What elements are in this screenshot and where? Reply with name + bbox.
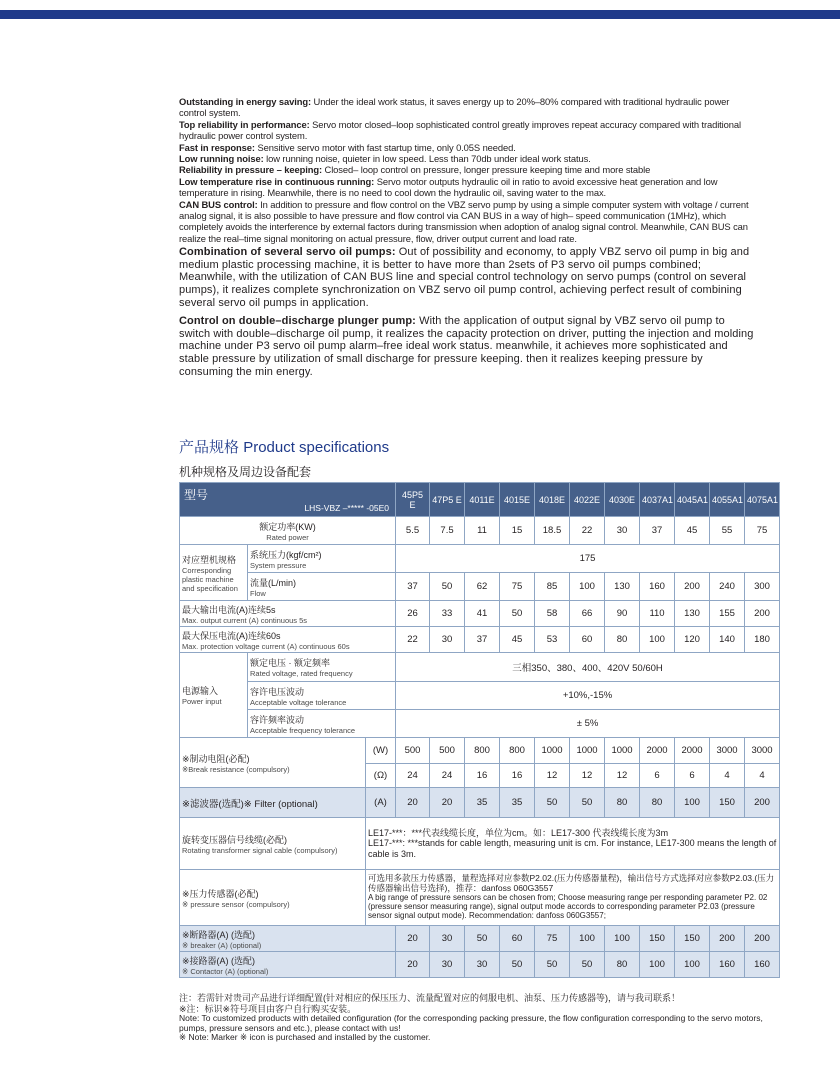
value-cell: 130 xyxy=(605,573,640,601)
value-cell: 50 xyxy=(465,926,500,952)
value-cell: 160 xyxy=(745,952,780,978)
value-cell: 50 xyxy=(535,788,570,818)
value-cell: 37 xyxy=(396,573,430,601)
transformer-label: 旋转变压器信号线缆(必配) Rotating transformer signal cable (compulsory) xyxy=(180,818,366,870)
value-cell: 3000 xyxy=(710,738,745,764)
value-cell: 130 xyxy=(675,601,710,627)
machine-spec-label: 对应塑机规格 Corresponding plastic machine and specification xyxy=(180,545,248,601)
value-cell: 2000 xyxy=(675,738,710,764)
feature-combination: Combination of several servo oil pumps: Out of possibility and economy, to apply VBZ servo oil pump in big and medium plastic processing machine, it is better to have more than 2sets of P3 servo oil pumps combined; Meanwhile, with the utilization of CAN BUS line and special control technology on servo pumps (control on several pumps), it realizes complete synchronization on VBZ servo oil pump control, achieving perfect result of combining several servo oil pumps in application. xyxy=(179,246,750,309)
value-cell: 800 xyxy=(465,738,500,764)
value-cell: 100 xyxy=(640,627,675,653)
value-cell: 16 xyxy=(465,764,500,788)
value-cell: 140 xyxy=(710,627,745,653)
contactor-row xyxy=(180,952,780,978)
value-cell: 30 xyxy=(430,926,465,952)
value-cell: 500 xyxy=(430,738,465,764)
flow-label: 流量(L/min) Flow xyxy=(248,573,396,601)
value-cell: 200 xyxy=(710,926,745,952)
value-cell: 58 xyxy=(535,601,570,627)
value-cell: 100 xyxy=(675,952,710,978)
max-output-label: 最大输出电流(A)连续5s Max. output current (A) continuous 5s xyxy=(180,601,396,627)
note-cn-marker: ※注：标识※符号项目由客户自行购买安装。 xyxy=(179,1003,357,1014)
value-cell: 30 xyxy=(430,952,465,978)
unit-cell: (A) xyxy=(366,788,396,818)
value-cell: 50 xyxy=(430,573,465,601)
feature-reliability: Top reliability in performance: Servo motor closed–loop sophisticated control greatly improves repeat accuracy compared with traditional hydraulic power control system. xyxy=(179,118,741,142)
value-cell: 16 xyxy=(500,764,535,788)
value-cell: 110 xyxy=(640,601,675,627)
transformer-row xyxy=(180,818,780,870)
model-cell: 47P5 E xyxy=(430,483,465,517)
value-cell: 60 xyxy=(500,926,535,952)
value-cell: 300 xyxy=(745,573,780,601)
unit-cell: (W) xyxy=(366,738,396,764)
model-cell: 4045A1 xyxy=(675,483,710,517)
value-cell: 100 xyxy=(640,952,675,978)
rated-power-label: 额定功率(KW) Rated power xyxy=(180,517,396,545)
value-cell: 41 xyxy=(465,601,500,627)
value-cell: 20 xyxy=(396,788,430,818)
sensor-label: ※压力传感器(必配) ※ pressure sensor (compulsory) xyxy=(180,870,366,926)
note-en-marker: ※ Note: Marker ※ icon is purchased and installed by the customer. xyxy=(179,1032,431,1043)
value-cell: 45 xyxy=(675,517,710,545)
note-cn-config: 注：若需针对贵司产品进行详细配置(针对相应的保压压力、流量配置对应的伺服电机、油泵、压力传感器等)，请与我司联系！ xyxy=(179,993,680,1003)
value-cell: 53 xyxy=(535,627,570,653)
value-cell: 1000 xyxy=(605,738,640,764)
value-cell: 800 xyxy=(500,738,535,764)
value-cell: 80 xyxy=(605,788,640,818)
max-output-row xyxy=(180,601,780,627)
value-cell: 200 xyxy=(745,601,780,627)
value-cell: 26 xyxy=(396,601,430,627)
breaker-label: ※断路器(A) (选配) ※ breaker (A) (optional) xyxy=(180,926,396,952)
value-cell: 75 xyxy=(535,926,570,952)
value-cell: 75 xyxy=(500,573,535,601)
value-cell: 50 xyxy=(570,952,605,978)
value-cell: 45 xyxy=(500,627,535,653)
value-cell: 15 xyxy=(500,517,535,545)
feature-low-noise: Low running noise: low running noise, quieter in low speed. Less than 70db under ideal work status. xyxy=(179,153,591,165)
value-cell: 30 xyxy=(465,952,500,978)
feature-energy-saving: Outstanding in energy saving: Under the ideal work status, it saves energy up to 20%–80% compared with traditional hydraulic power control system. xyxy=(179,96,730,119)
value-cell: 35 xyxy=(465,788,500,818)
value-cell: 22 xyxy=(396,627,430,653)
feature-double-discharge: Control on double–discharge plunger pump: With the application of output signal by VBZ servo oil pump to switch with double–discharge oil pump, it realizes the capacity protection on driver, putting the injection and molding machine under P3 servo oil pump alarm–free ideal work status. meanwhile, it achieves more sophisticated and stable pressure by utilization of small discharge for pressure keeping. then it realizes keeping pressure by consuming the min energy. xyxy=(179,315,754,378)
voltage-tolerance-row xyxy=(180,682,780,710)
frequency-tolerance-value: ± 5% xyxy=(396,710,780,738)
note-en-config: Note: To customized products with detailed configuration (for the corresponding packing pressure, the flow configuration corresponding to the servo motors, pumps, pressure sensors and etc.), please contact with us! xyxy=(179,1013,763,1033)
rated-voltage-row xyxy=(180,653,780,682)
model-cell: 4037A1 xyxy=(640,483,675,517)
value-cell: 80 xyxy=(605,627,640,653)
value-cell: 150 xyxy=(640,926,675,952)
value-cell: 50 xyxy=(570,788,605,818)
value-cell: 50 xyxy=(500,952,535,978)
value-cell: 180 xyxy=(745,627,780,653)
section-subtitle: 机种规格及周边设备配套 xyxy=(179,465,312,479)
value-cell: 120 xyxy=(675,627,710,653)
value-cell: 100 xyxy=(675,788,710,818)
value-cell: 100 xyxy=(570,926,605,952)
feature-fast-response: Fast in response: Sensitive servo motor with fast startup time, only 0.05S needed. xyxy=(179,141,516,153)
value-cell: 200 xyxy=(745,926,780,952)
power-input-label: 电源输入 Power input xyxy=(180,653,248,738)
value-cell: 75 xyxy=(745,517,780,545)
value-cell: 30 xyxy=(430,627,465,653)
value-cell: 12 xyxy=(570,764,605,788)
value-cell: 240 xyxy=(710,573,745,601)
filter-label: ※滤波器(选配)※ Filter (optional) xyxy=(180,788,366,818)
flow-row xyxy=(180,573,780,601)
value-cell: 2000 xyxy=(640,738,675,764)
model-cell: 4018E xyxy=(535,483,570,517)
model-cell: 4075A1 xyxy=(745,483,780,517)
value-cell: 24 xyxy=(430,764,465,788)
contactor-label: ※接路器(A) (选配) ※ Contactor (A) (optional) xyxy=(180,952,396,978)
value-cell: 3000 xyxy=(745,738,780,764)
value-cell: 62 xyxy=(465,573,500,601)
value-cell: 80 xyxy=(605,952,640,978)
value-cell: 6 xyxy=(640,764,675,788)
unit-cell: (Ω) xyxy=(366,764,396,788)
value-cell: 150 xyxy=(675,926,710,952)
value-cell: 100 xyxy=(570,573,605,601)
voltage-tolerance-value: +10%,-15% xyxy=(396,682,780,710)
rated-voltage-label: 额定电压 · 额定频率 Rated voltage, rated frequency xyxy=(248,653,396,682)
model-row xyxy=(180,483,780,517)
brake-label: ※制动电阻(必配) ※Break resistance (compulsory) xyxy=(180,738,366,788)
value-cell: 150 xyxy=(710,788,745,818)
feature-pressure-keeping: Reliability in pressure – keeping: Closed– loop control on pressure, longer pressure keeping time and more stable xyxy=(179,164,651,176)
model-cell: 4011E xyxy=(465,483,500,517)
sensor-description: 可选用多款压力传感器，量程选择对应参数P2.02.(压力传感器量程)，输出信号方式选择对应参数P2.03.(压力传感器输出信号选择)，推荐：danfoss 060G3557 A big range of pressure sensors can be chosen from; Choose measuring range per responding parameter P2. 02 (pressure sensor measuring range), signal output mode accords to corresponding parameter P2.03 (pressure sensor signal output mode). Recommendation: danfoss 060G3557; xyxy=(366,870,780,926)
feature-can-bus: CAN BUS control: In addition to pressure and flow control on the VBZ servo pump by using a simple computer system with voltage / current analog signal, it is also possible to have pressure and flow control via CAN BUS in a way of high– speed communication (1MHz), which completely avoids the interference by external factors during transmission when adoption of analog signal control. Meanwhile, CAN BUS can realize the real–time signal monitoring on actual pressure, flow, driver output current and load rate. xyxy=(179,198,749,244)
system-pressure-value: 175 xyxy=(396,545,780,573)
frequency-tolerance-row xyxy=(180,710,780,738)
value-cell: 6 xyxy=(675,764,710,788)
value-cell: 66 xyxy=(570,601,605,627)
value-cell: 100 xyxy=(605,926,640,952)
voltage-tolerance-label: 容许电压波动 Acceptable voltage tolerance xyxy=(248,682,396,710)
top-banner-bar xyxy=(0,10,840,19)
max-protection-label: 最大保压电流(A)连续60s Max. protection voltage current (A) continuous 60s xyxy=(180,627,396,653)
transformer-description: LE17-***：***代表线缆长度，单位为cm。如：LE17-300 代表线缆长度为3m LE17-***: ***stands for cable length, measuring unit is cm. For instance, LE17-300 means the length of cable is 3m. xyxy=(366,818,780,870)
value-cell: 85 xyxy=(535,573,570,601)
value-cell: 37 xyxy=(465,627,500,653)
value-cell: 12 xyxy=(535,764,570,788)
max-protection-row xyxy=(180,627,780,653)
value-cell: 20 xyxy=(396,952,430,978)
model-header: 型号 LHS-VBZ –***** -05E0 xyxy=(180,483,396,517)
value-cell: 20 xyxy=(430,788,465,818)
frequency-tolerance-label: 容许频率波动 Acceptable frequency tolerance xyxy=(248,710,396,738)
value-cell: 160 xyxy=(640,573,675,601)
filter-row xyxy=(180,788,780,818)
value-cell: 1000 xyxy=(535,738,570,764)
value-cell: 20 xyxy=(396,926,430,952)
system-pressure-label: 系统压力(kgf/cm²) System pressure xyxy=(248,545,396,573)
value-cell: 50 xyxy=(535,952,570,978)
value-cell: 90 xyxy=(605,601,640,627)
value-cell: 7.5 xyxy=(430,517,465,545)
value-cell: 4 xyxy=(745,764,780,788)
model-cell: 4022E xyxy=(570,483,605,517)
value-cell: 80 xyxy=(640,788,675,818)
brake-w-row xyxy=(180,738,780,764)
features-text xyxy=(179,96,759,378)
spec-table xyxy=(179,482,780,978)
value-cell: 22 xyxy=(570,517,605,545)
value-cell: 18.5 xyxy=(535,517,570,545)
value-cell: 500 xyxy=(396,738,430,764)
footnotes xyxy=(179,993,769,1043)
value-cell: 155 xyxy=(710,601,745,627)
system-pressure-row xyxy=(180,545,780,573)
value-cell: 37 xyxy=(640,517,675,545)
value-cell: 33 xyxy=(430,601,465,627)
value-cell: 200 xyxy=(745,788,780,818)
value-cell: 160 xyxy=(710,952,745,978)
value-cell: 4 xyxy=(710,764,745,788)
feature-low-temperature: Low temperature rise in continuous running: Servo motor outputs hydraulic oil in ratio to avoid excessive heat generation and low temperature in rising. Meanwhile, there is no need to cool down the hydraulic oil, saving water to the max. xyxy=(179,175,718,199)
value-cell: 200 xyxy=(675,573,710,601)
section-title: 产品规格 Product specifications xyxy=(179,439,390,456)
rated-voltage-value: 三相350、380、400、420V 50/60H xyxy=(396,653,780,682)
model-cell: 4015E xyxy=(500,483,535,517)
value-cell: 11 xyxy=(465,517,500,545)
model-cell: 4055A1 xyxy=(710,483,745,517)
sensor-row xyxy=(180,870,780,926)
value-cell: 5.5 xyxy=(396,517,430,545)
value-cell: 35 xyxy=(500,788,535,818)
value-cell: 55 xyxy=(710,517,745,545)
model-cell: 4030E xyxy=(605,483,640,517)
value-cell: 60 xyxy=(570,627,605,653)
value-cell: 12 xyxy=(605,764,640,788)
model-cell: 45P5 E xyxy=(396,483,430,517)
value-cell: 1000 xyxy=(570,738,605,764)
rated-power-row xyxy=(180,517,780,545)
value-cell: 24 xyxy=(396,764,430,788)
breaker-row xyxy=(180,926,780,952)
value-cell: 50 xyxy=(500,601,535,627)
value-cell: 30 xyxy=(605,517,640,545)
